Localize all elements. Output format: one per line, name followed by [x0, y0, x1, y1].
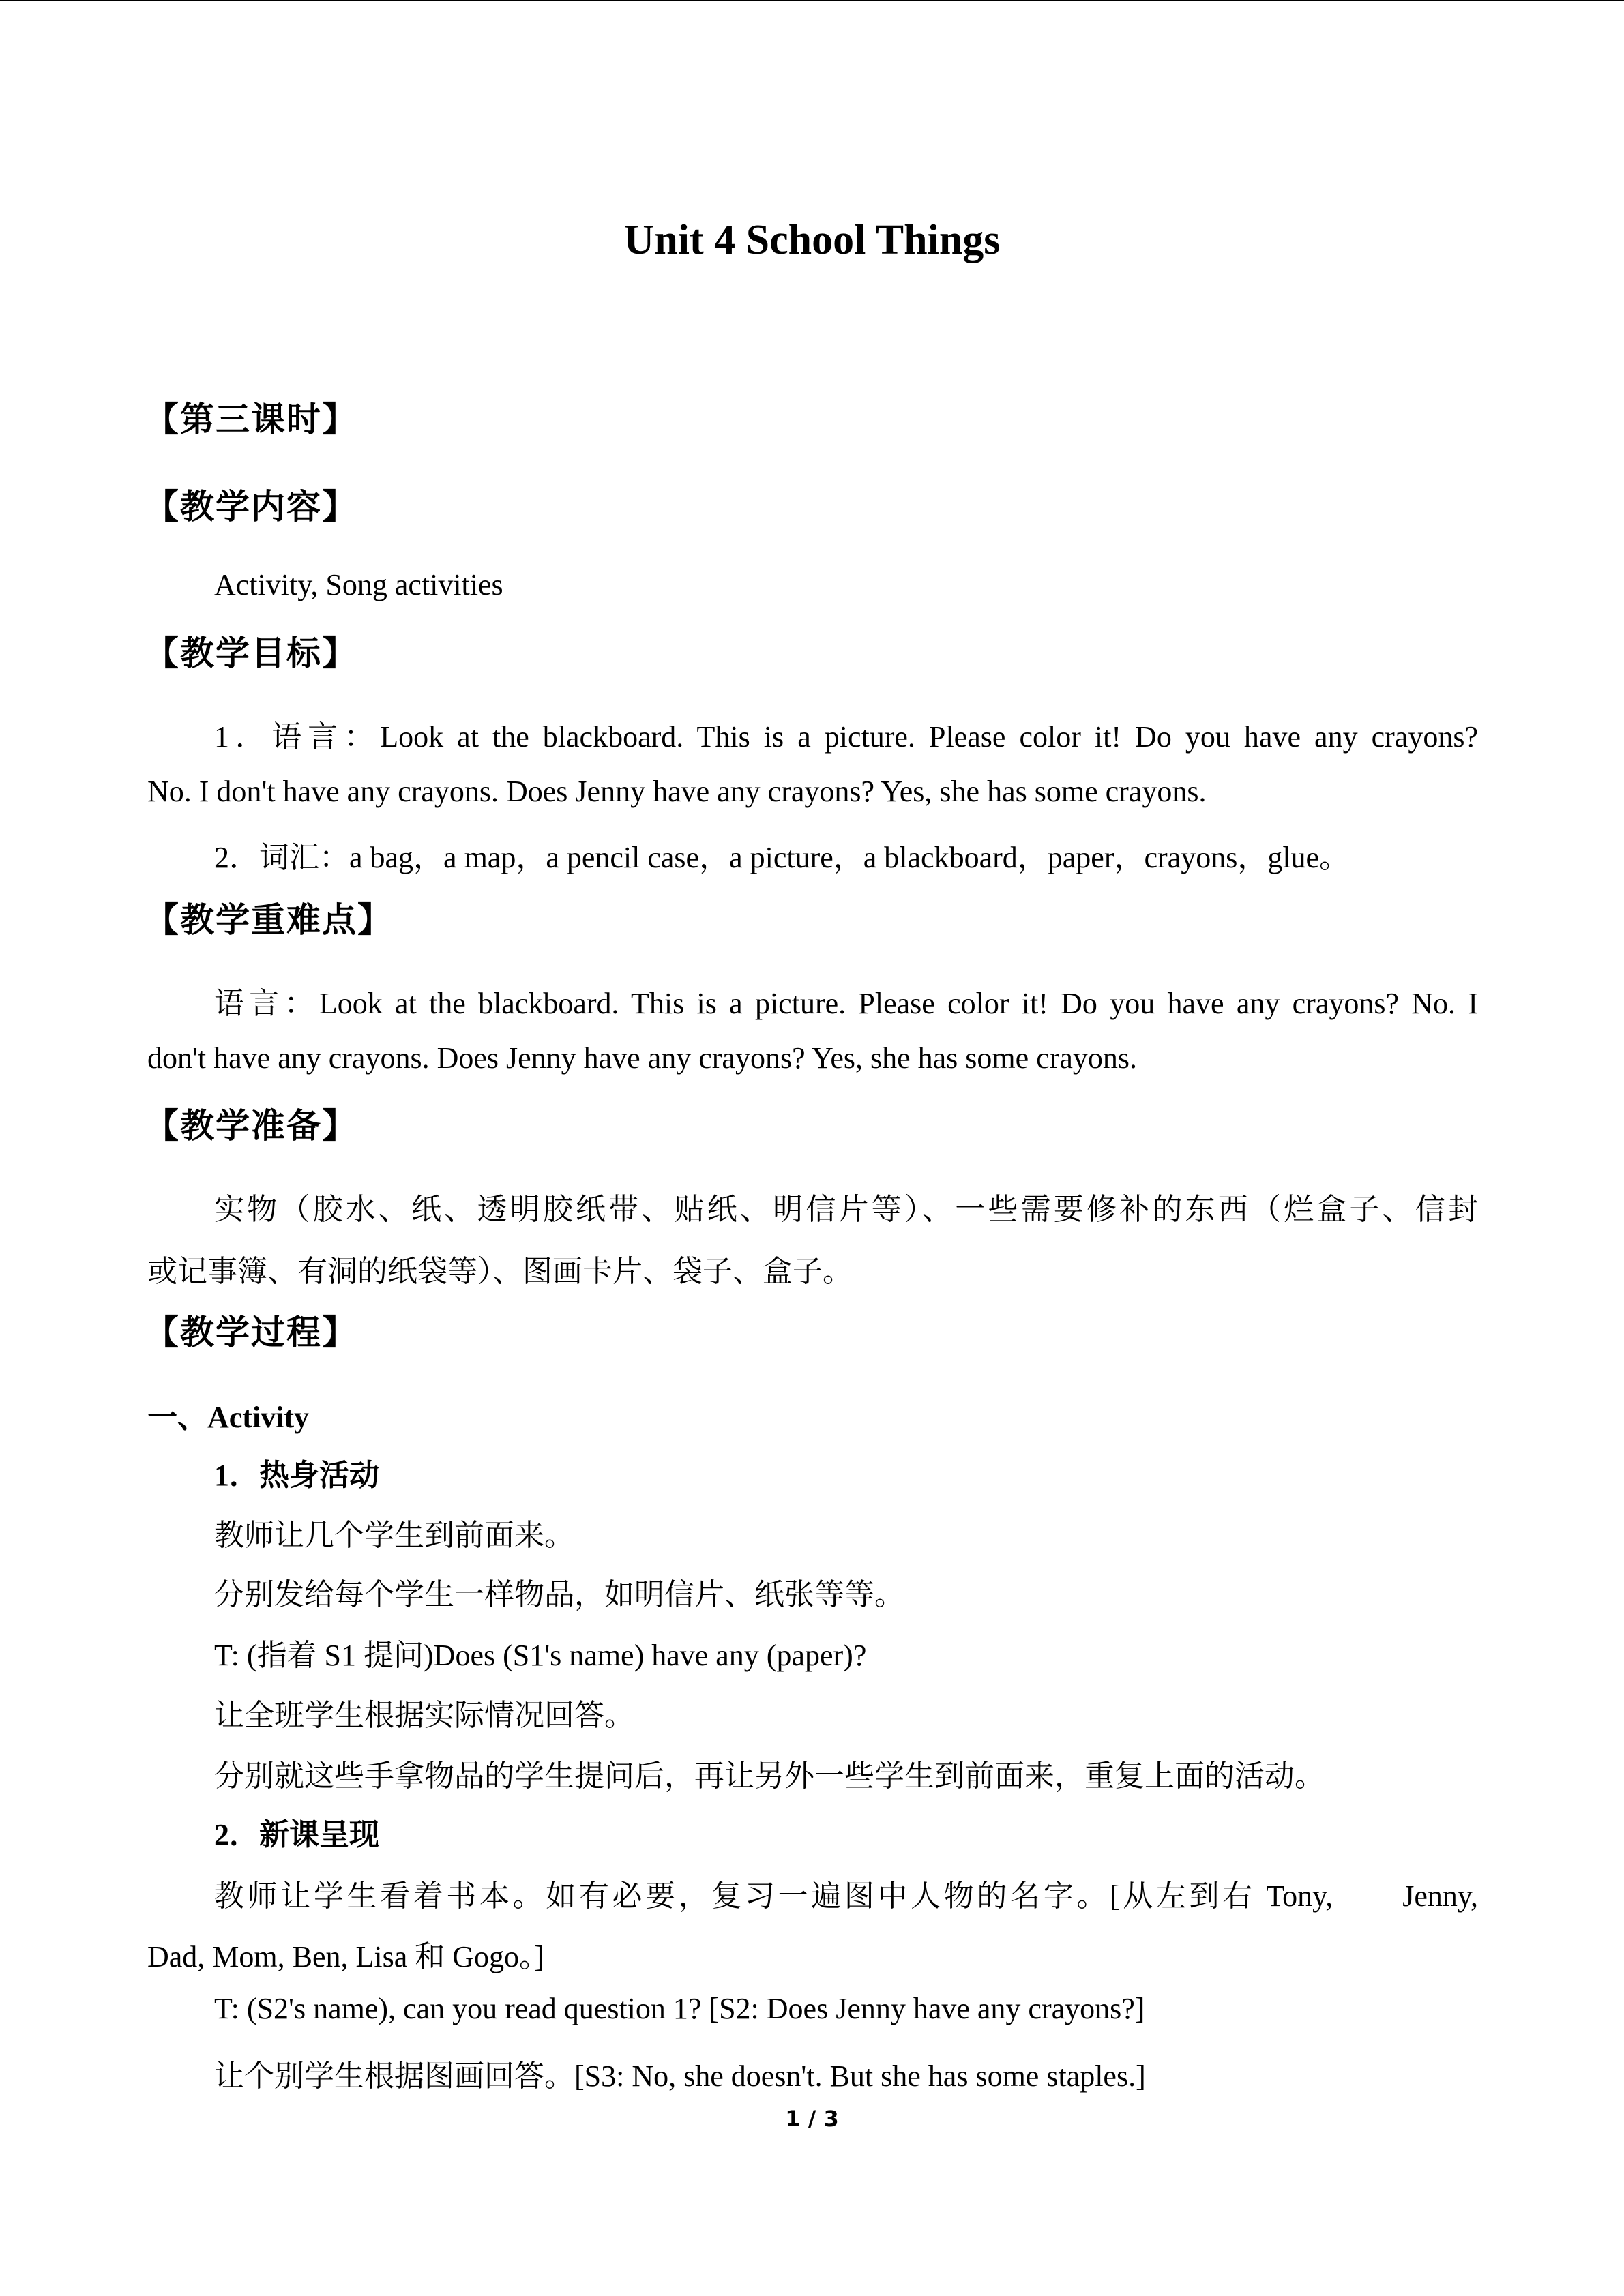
- preparation-line-1: 实物（胶水、纸、透明胶纸带、贴纸、明信片等）、一些需要修补的东西（烂盒子、信封: [214, 1192, 1478, 1227]
- step-2-line-2: Dad, Mom, Ben, Lisa 和 Gogo。]: [147, 1940, 544, 1973]
- step-2-heading: 2．新课呈现: [214, 1818, 379, 1851]
- goals-heading: 【教学目标】: [145, 633, 357, 673]
- goal-2: 2．词汇：a bag，a map，a pencil case，a picture，a blackboard，paper，crayons，glue。: [214, 841, 1350, 874]
- key-points-heading: 【教学重难点】: [145, 900, 393, 940]
- lesson-heading: 【第三课时】: [145, 400, 357, 439]
- preparation-line-2: 或记事簿、有洞的纸袋等）、图画卡片、袋子、盒子。: [147, 1254, 853, 1289]
- content-text: Activity, Song activities: [214, 568, 503, 601]
- process-heading: 【教学过程】: [145, 1313, 357, 1352]
- step-2-line-1: 教师让学生看着书本。如有必要，复习一遍图中人物的名字。[从左到右 Tony, Jenny,: [214, 1879, 1478, 1913]
- content-heading: 【教学内容】: [145, 487, 357, 526]
- step-1-line-1: 教师让几个学生到前面来。: [214, 1518, 574, 1553]
- document-title: Unit 4 School Things: [623, 217, 1001, 263]
- step-1-line-5: 分别就这些手拿物品的学生提问后，再让另外一些学生到前面来，重复上面的活动。: [214, 1759, 1325, 1793]
- step-1-line-2: 分别发给每个学生一样物品，如明信片、纸张等等。: [214, 1577, 904, 1612]
- step-1-line-3: T: (指着 S1 提问)Does (S1's name) have any (paper)?: [214, 1639, 867, 1672]
- key-points-line-2: don't have any crayons. Does Jenny have any crayons? Yes, she has some crayons.: [147, 1041, 1138, 1075]
- key-points-line-1: 语言：Look at the blackboard. This is a picture. Please color it! Do you have any crayons? No. I: [214, 987, 1478, 1020]
- step-1-heading: 1．热身活动: [214, 1459, 379, 1492]
- step-1-line-4: 让全班学生根据实际情况回答。: [214, 1698, 634, 1733]
- part-one-heading: 一、Activity: [147, 1401, 310, 1434]
- step-2-line-4: 让个别学生根据图画回答。[S3: No, she doesn't. But she has some staples.]: [214, 2059, 1146, 2093]
- goal-1-line-1: 1．语言：Look at the blackboard. This is a picture. Please color it! Do you have any crayons?: [214, 720, 1478, 754]
- page-indicator: 1 / 3: [785, 2106, 839, 2132]
- goal-1-line-2: No. I don't have any crayons. Does Jenny have any crayons? Yes, she has some crayons.: [147, 775, 1207, 808]
- step-2-line-3: T: (S2's name), can you read question 1? [S2: Does Jenny have any crayons?]: [214, 1992, 1145, 2025]
- preparation-heading: 【教学准备】: [145, 1106, 357, 1146]
